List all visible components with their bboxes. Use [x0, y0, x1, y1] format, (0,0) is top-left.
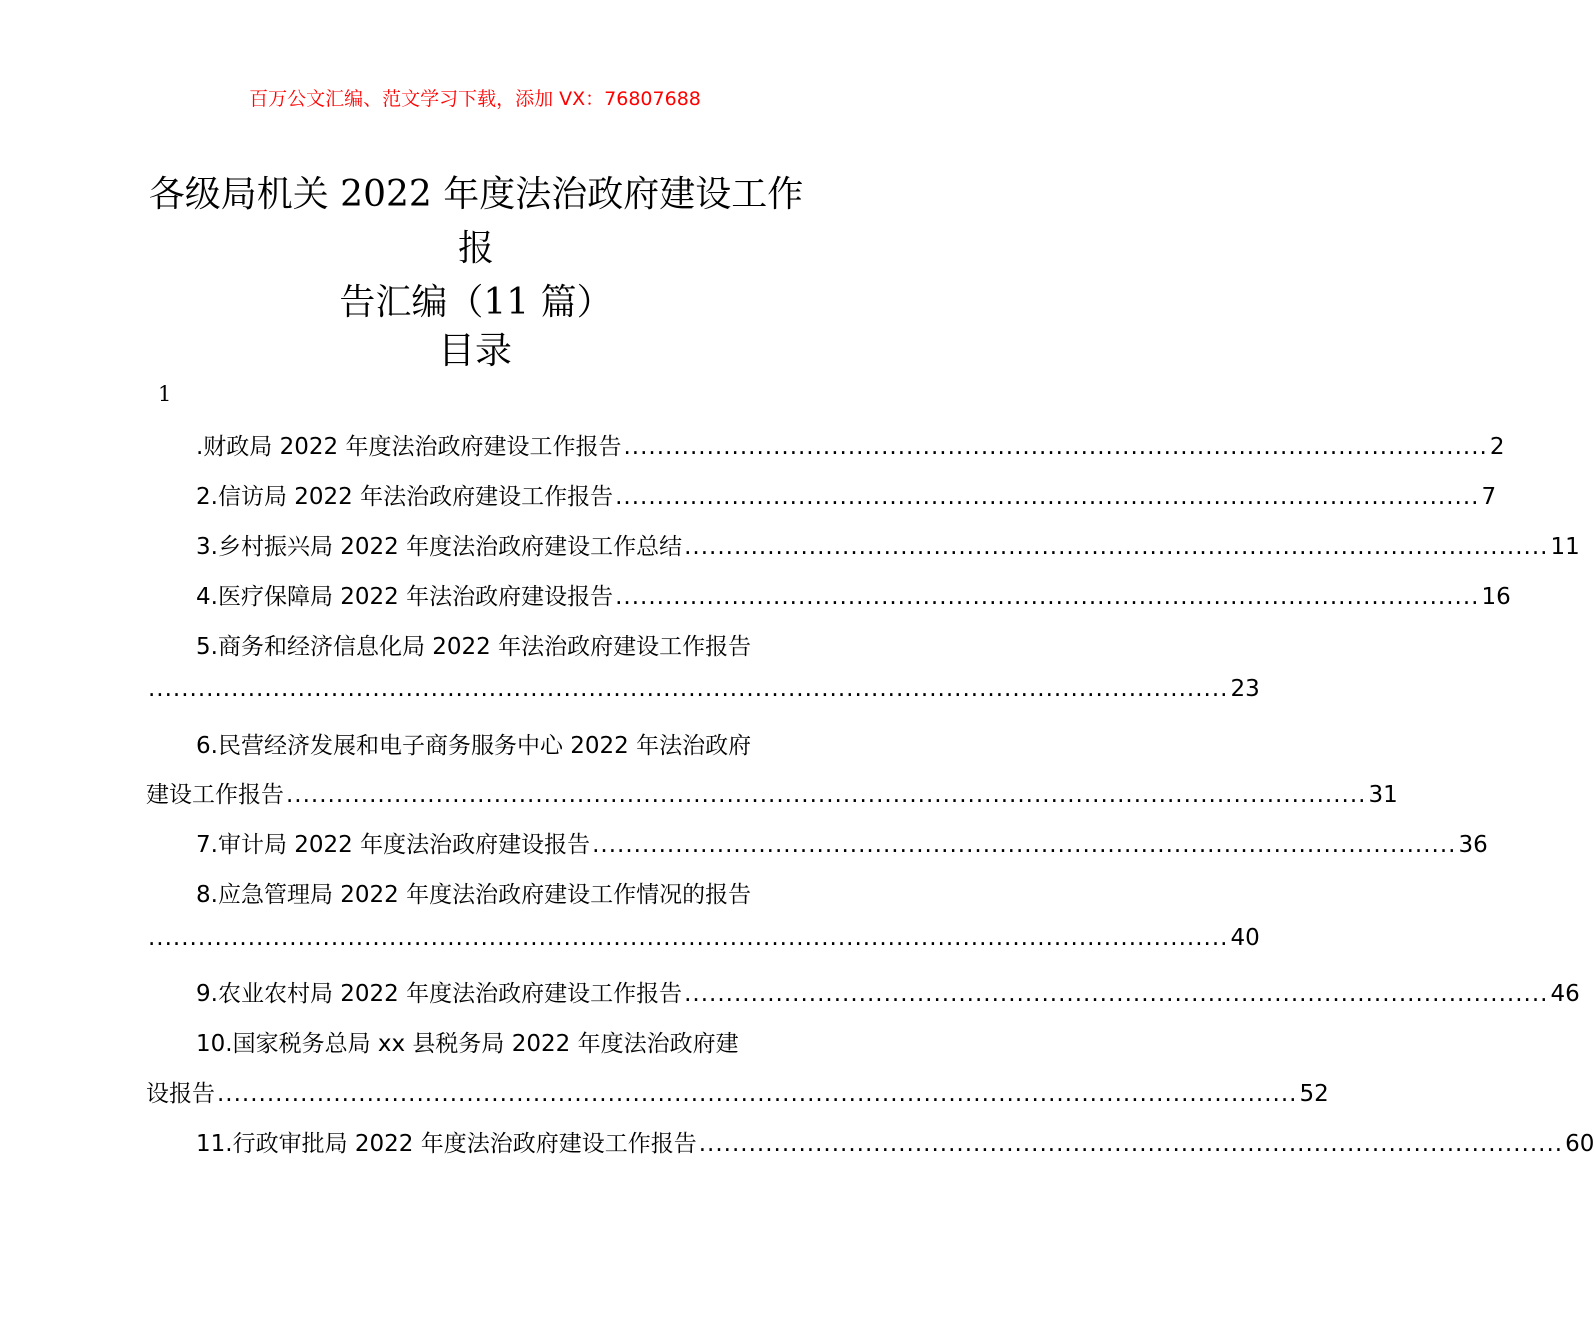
toc-entry-9[interactable] [196, 975, 1580, 1009]
toc-entry-8-text[interactable]: 8.应急管理局 2022 年度法治政府建设工作情况的报告 [196, 882, 752, 908]
toc-entry-page: 2 [1489, 434, 1505, 460]
document-title [145, 168, 807, 330]
dot-leader: ........................................................................................................ [615, 484, 1480, 510]
toc-entry-page: 23 [1230, 676, 1260, 702]
toc-entry-3[interactable] [196, 528, 1580, 562]
toc-entry-page: 11 [1550, 534, 1580, 560]
dot-leader: .................................................................................................................................. [148, 925, 1229, 951]
toc-entry-text-cont: 设报告 [146, 1081, 215, 1107]
toc-entry-8-leader[interactable] [146, 925, 1260, 959]
toc-entry-text-cont: 建设工作报告 [146, 782, 284, 808]
stray-number: 1 [158, 382, 172, 406]
toc-entry-page: 52 [1299, 1081, 1329, 1107]
toc-entry-text: 9.农业农村局 2022 年度法治政府建设工作报告 [196, 981, 683, 1007]
dot-leader: ........................................................................................................ [615, 584, 1480, 610]
toc-entry-page: 40 [1230, 925, 1260, 951]
toc-entry-7[interactable] [196, 826, 1488, 860]
toc-entry-11[interactable] [196, 1125, 1594, 1159]
toc-heading: 目录 [438, 329, 512, 372]
toc-entry-page: 46 [1550, 981, 1580, 1007]
toc-entry-text: 3.乡村振兴局 2022 年度法治政府建设工作总结 [196, 534, 683, 560]
title-line-2: 告汇编（11 篇） [339, 282, 613, 323]
toc-entry-6-leader[interactable] [146, 776, 1398, 810]
toc-entry-text: 7.审计局 2022 年度法治政府建设报告 [196, 832, 591, 858]
toc-entry-6-text[interactable]: 6.民营经济发展和电子商务服务中心 2022 年法治政府 [196, 733, 752, 759]
toc-entry-page: 7 [1481, 484, 1497, 510]
toc-entry-text: 11.行政审批局 2022 年度法治政府建设工作报告 [196, 1131, 697, 1157]
dot-leader: .................................................................................................................................. [217, 1081, 1298, 1107]
toc-entry-page: 16 [1481, 584, 1511, 610]
dot-leader: ........................................................................................................ [592, 832, 1457, 858]
toc-entry-4[interactable] [196, 578, 1511, 612]
dot-leader: ........................................................................................................ [698, 1131, 1564, 1157]
toc-entry-text: 2.信访局 2022 年法治政府建设工作报告 [196, 484, 614, 510]
toc-entry-text: 4.医疗保障局 2022 年法治政府建设报告 [196, 584, 614, 610]
dot-leader: .................................................................................................................................. [286, 782, 1367, 808]
dot-leader: .................................................................................................................................. [148, 676, 1229, 702]
toc-entry-10-leader[interactable] [146, 1075, 1329, 1109]
toc-entry-10-text[interactable]: 10.国家税务总局 xx 县税务局 2022 年度法治政府建 [196, 1031, 739, 1057]
toc-entry-text: .财政局 2022 年度法治政府建设工作报告 [196, 434, 622, 460]
toc-entry-5-leader[interactable] [146, 676, 1260, 710]
header-note: 百万公文汇编、范文学习下载，添加 VX：76807688 [249, 88, 701, 110]
toc-entry-2[interactable] [196, 478, 1497, 512]
title-line-1: 各级局机关 2022 年度法治政府建设工作报 [148, 174, 804, 269]
dot-leader: ........................................................................................................ [623, 434, 1488, 460]
toc-entry-5-text[interactable]: 5.商务和经济信息化局 2022 年法治政府建设工作报告 [196, 634, 752, 660]
toc-entry-page: 60 [1565, 1131, 1594, 1157]
dot-leader: ........................................................................................................ [684, 534, 1549, 560]
toc-entry-page: 31 [1368, 782, 1398, 808]
toc-entry-1[interactable] [196, 428, 1505, 462]
dot-leader: ........................................................................................................ [684, 981, 1549, 1007]
toc-entry-page: 36 [1458, 832, 1488, 858]
